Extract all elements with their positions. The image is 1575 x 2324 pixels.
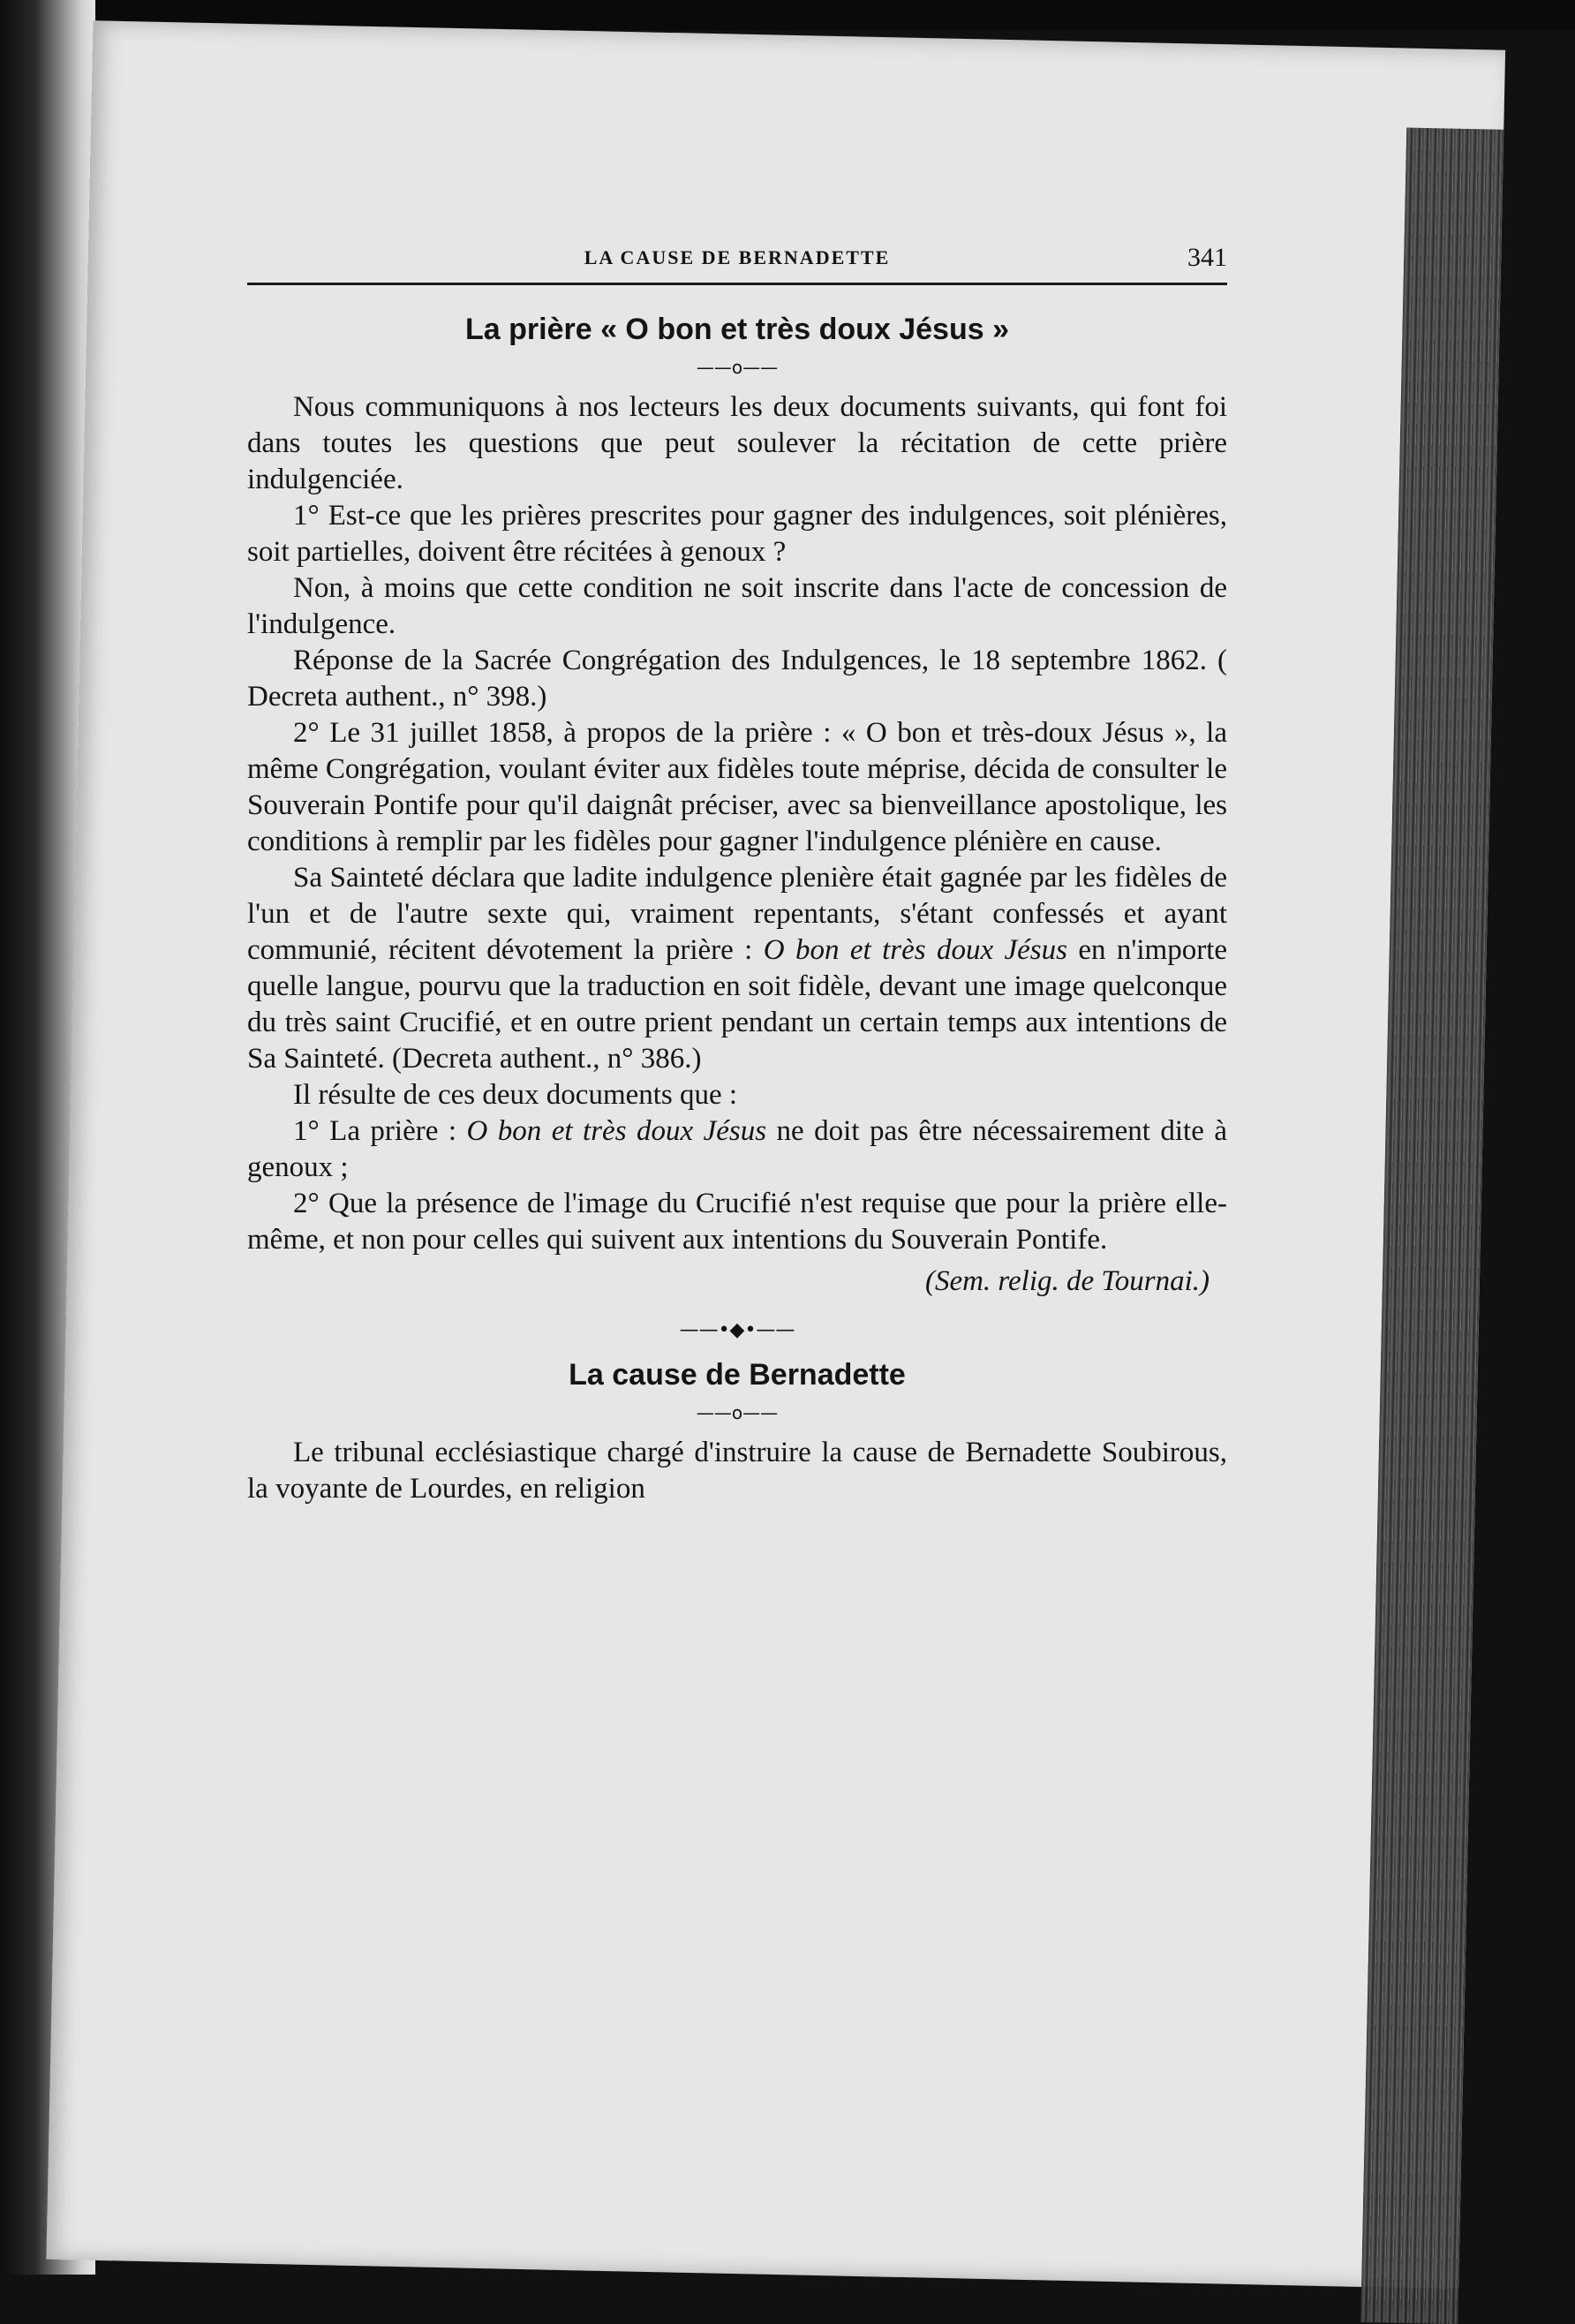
text-run: Sa Sainteté déclara que ladite indulgence plenière était gagnée par les fidèles de l'un et de l'autre sexte qui, vraiment repentants, s'étant confessés et ayant communié, récitent dévotement la prière : — [247, 862, 1227, 966]
running-header — [247, 230, 1227, 285]
paragraph — [247, 860, 1227, 1077]
text-run: 1° La prière : — [293, 1115, 467, 1147]
prayer-name: O bon et très doux Jésus — [763, 934, 1067, 966]
prayer-name: O bon et très doux Jésus — [466, 1115, 767, 1147]
paragraph: Non, à moins que cette condition ne soit inscrite dans l'acte de concession de l'indulgence. — [247, 572, 1227, 640]
source-citation: (Sem. relig. de Tournai.) — [924, 1265, 1210, 1297]
article-title: La cause de Bernadette — [569, 1358, 906, 1392]
article-title: La prière « O bon et très doux Jésus » — [465, 313, 1009, 346]
text-run: ne doit pas être nécessairement dite à genoux ; — [247, 1115, 1227, 1183]
title-separator: ——o—— — [696, 1402, 779, 1423]
text-run: en n'importe quelle langue, pourvu que la traduction en soit fidèle, devant une image quelconque du très saint Crucifié, et en outre prient pendant un certain temps aux intentions de Sa Sainteté. (Decreta authent., n° 386.) — [247, 934, 1228, 1075]
running-title: LA CAUSE DE BERNADETTE — [584, 246, 891, 268]
page-number: 341 — [1187, 243, 1227, 272]
paragraph: 2° Que la présence de l'image du Crucifié n'est requise que pour la prière elle-même, et non pour celles qui suivent aux intentions du Souverain Pontife. — [247, 1188, 1227, 1256]
page-content — [247, 230, 1227, 1507]
paragraph: Nous communiquons à nos lecteurs les deux documents suivants, qui font foi dans toutes les questions que peut soulever la récitation de cette prière indulgenciée. — [247, 391, 1227, 495]
paragraph: Réponse de la Sacrée Congrégation des Indulgences, le 18 septembre 1862. ( Decreta authent., n° 398.) — [247, 645, 1227, 713]
paragraph: Le tribunal ecclésiastique chargé d'instruire la cause de Bernadette Soubirous, la voyante de Lourdes, en religion — [247, 1437, 1227, 1505]
section-ornament: ——•◆•—— — [679, 1319, 795, 1341]
title-separator: ——o—— — [696, 357, 779, 378]
paragraph: Il résulte de ces deux documents que : — [293, 1079, 738, 1111]
paragraph: 2° Le 31 juillet 1858, à propos de la prière : « O bon et très-doux Jésus », la même Congrégation, voulant éviter aux fidèles toute méprise, décida de consulter le Souverain Pontife pour qu'il daignât préciser, avec sa bienveillance apostolique, les conditions à remplir par les fidèles pour gagner l'indulgence plénière en cause. — [247, 717, 1227, 857]
paragraph — [247, 1113, 1227, 1186]
paragraph: 1° Est-ce que les prières prescrites pour gagner des indulgences, soit plénières, soit partielles, doivent être récitées à genoux ? — [247, 500, 1227, 568]
page-stack-edge — [1360, 127, 1503, 2324]
